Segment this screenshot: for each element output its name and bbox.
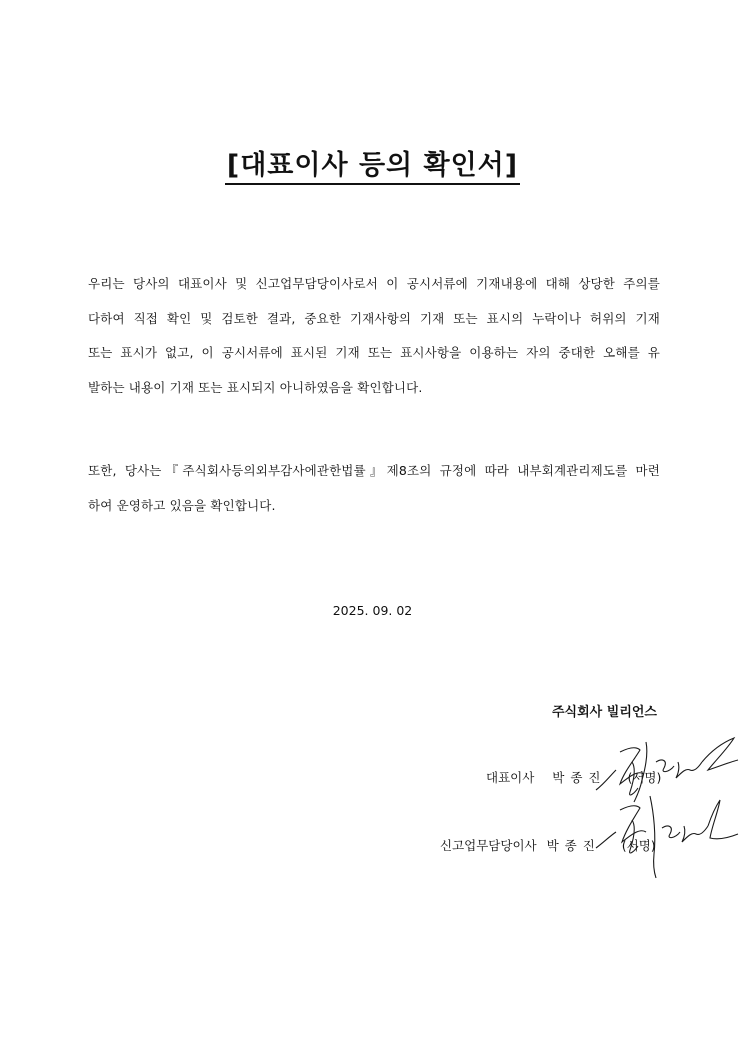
signer-name: 박 종 진 [552,770,602,785]
document-title-text: [대표이사 등의 확인서] [225,150,520,185]
signature-mark-label: (서명) [621,838,656,853]
document-date: 2025. 09. 02 [332,603,413,618]
disclosure-officer-handwritten-signature [592,792,742,880]
paragraph-line: 발하는 내용이 기재 또는 표시되지 아니하였음을 확인합니다. [88,379,423,395]
paragraph-line: 또는 표시가 없고, 이 공시서류에 표시된 기재 또는 표시사항을 이용하는 자의 중대한 오해를 유 [88,345,660,360]
paragraph-line: 또한, 당사는『주식회사등의외부감사에관한법률』제8조의 규정에 따라 내부회계관리제도를 마련 [88,463,660,478]
signer-role: 신고업무담당이사 [440,838,537,853]
internal-control-paragraph [88,454,660,523]
company-name: 주식회사 빌리언스 [552,705,657,720]
paragraph-line: 우리는 당사의 대표이사 및 신고업무담당이사로서 이 공시서류에 기재내용에 대해 상당한 주의를 [88,276,660,291]
document-title [0,143,745,182]
confirmation-paragraph [88,267,660,405]
paragraph-line: 다하여 직접 확인 및 검토한 결과, 중요한 기재사항의 기재 또는 표시의 누락이나 허위의 기재 [88,310,660,326]
signature-mark-label: (서명) [627,770,662,785]
signer-role: 대표이사 [486,770,535,785]
signer-name: 박 종 진 [546,838,596,853]
paragraph-line: 하여 운영하고 있음을 확인합니다. [88,497,276,513]
